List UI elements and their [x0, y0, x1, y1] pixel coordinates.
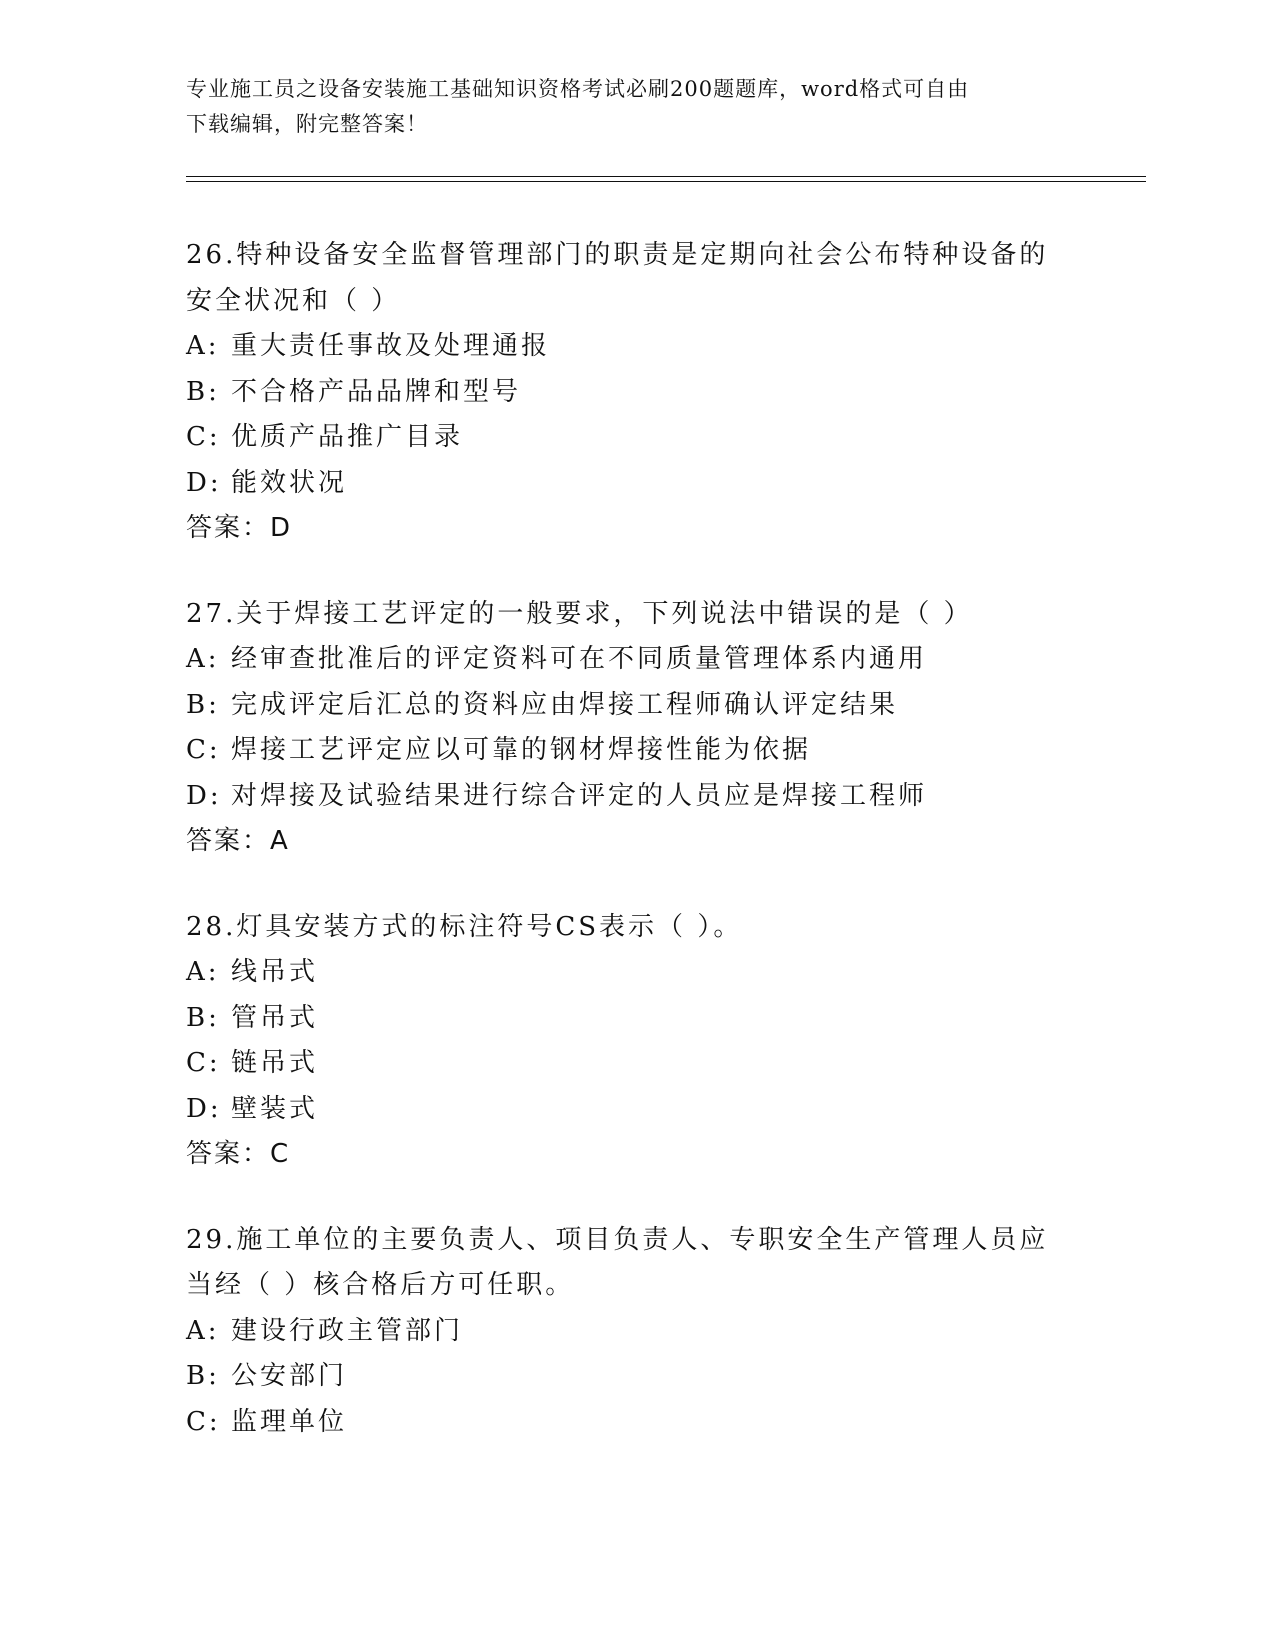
option-key: B:: [186, 1002, 220, 1033]
header-line-1: 专业施工员之设备安装施工基础知识资格考试必刷200题题库，word格式可自由: [186, 77, 970, 101]
option-text: 优质产品推广目录: [231, 422, 464, 452]
option-c: [186, 415, 1086, 461]
question-28: [186, 905, 1086, 1178]
option-key: B:: [186, 689, 220, 720]
option-c: [186, 728, 1086, 774]
option-a: [186, 950, 1086, 996]
option-b: [186, 1354, 1086, 1400]
option-a: [186, 1309, 1086, 1355]
option-key: D:: [186, 780, 222, 811]
question-27: [186, 592, 1086, 865]
question-29: [186, 1218, 1086, 1446]
option-text: 监理单位: [231, 1406, 348, 1437]
option-key: A:: [186, 331, 220, 361]
option-key: C:: [186, 422, 221, 452]
option-d: [186, 461, 1086, 507]
question-stem: 27.关于焊接工艺评定的一般要求，下列说法中错误的是（ ）: [186, 598, 973, 629]
option-key: C:: [186, 1048, 221, 1078]
option-text: 经审查批准后的评定资料可在不同质量管理体系内通用: [231, 644, 928, 674]
option-text: 管吊式: [231, 1002, 319, 1033]
option-a: [186, 324, 1086, 370]
option-key: D:: [186, 467, 222, 498]
option-d: [186, 774, 1086, 820]
option-text: 公安部门: [231, 1361, 348, 1391]
question-stem: 28.灯具安装方式的标注符号CS表示（ ）。: [186, 911, 743, 942]
option-key: C:: [186, 1406, 221, 1437]
option-text: 链吊式: [231, 1048, 319, 1078]
answer-line: 答案：A: [186, 826, 290, 856]
option-text: 对焊接及试验结果进行综合评定的人员应是焊接工程师: [231, 780, 928, 811]
option-text: 线吊式: [231, 957, 319, 987]
answer-line: 答案：C: [186, 1139, 291, 1169]
header-line-2: 下载编辑，附完整答案！: [186, 112, 428, 136]
answer-line: 答案：D: [186, 513, 293, 543]
option-d: [186, 1087, 1086, 1133]
option-key: A:: [186, 644, 220, 674]
option-key: A:: [186, 957, 220, 987]
question-list: [186, 233, 1086, 1485]
document-header: [186, 72, 1086, 142]
option-key: B:: [186, 1361, 220, 1391]
option-text: 不合格产品品牌和型号: [231, 376, 522, 407]
question-26: [186, 233, 1086, 552]
option-text: 壁装式: [231, 1093, 319, 1124]
option-c: [186, 1400, 1086, 1446]
option-text: 焊接工艺评定应以可靠的钢材焊接性能为依据: [231, 735, 812, 765]
option-text: 重大责任事故及处理通报: [231, 331, 551, 361]
option-b: [186, 370, 1086, 416]
option-key: B:: [186, 376, 220, 407]
option-key: D:: [186, 1093, 222, 1124]
option-text: 完成评定后汇总的资料应由焊接工程师确认评定结果: [231, 689, 899, 720]
header-divider-bottom: [186, 181, 1146, 182]
option-text: 建设行政主管部门: [231, 1315, 464, 1346]
question-stem: 29.施工单位的主要负责人、项目负责人、专职安全生产管理人员应当经（ ）核合格后方可任职。: [186, 1224, 1049, 1300]
option-text: 能效状况: [231, 467, 348, 498]
option-key: A:: [186, 1315, 220, 1346]
option-b: [186, 683, 1086, 729]
option-c: [186, 1041, 1086, 1087]
option-b: [186, 996, 1086, 1042]
option-a: [186, 637, 1086, 683]
header-divider-top: [186, 176, 1146, 177]
option-key: C:: [186, 735, 221, 765]
question-stem: 26.特种设备安全监督管理部门的职责是定期向社会公布特种设备的安全状况和（ ）: [186, 240, 1049, 316]
